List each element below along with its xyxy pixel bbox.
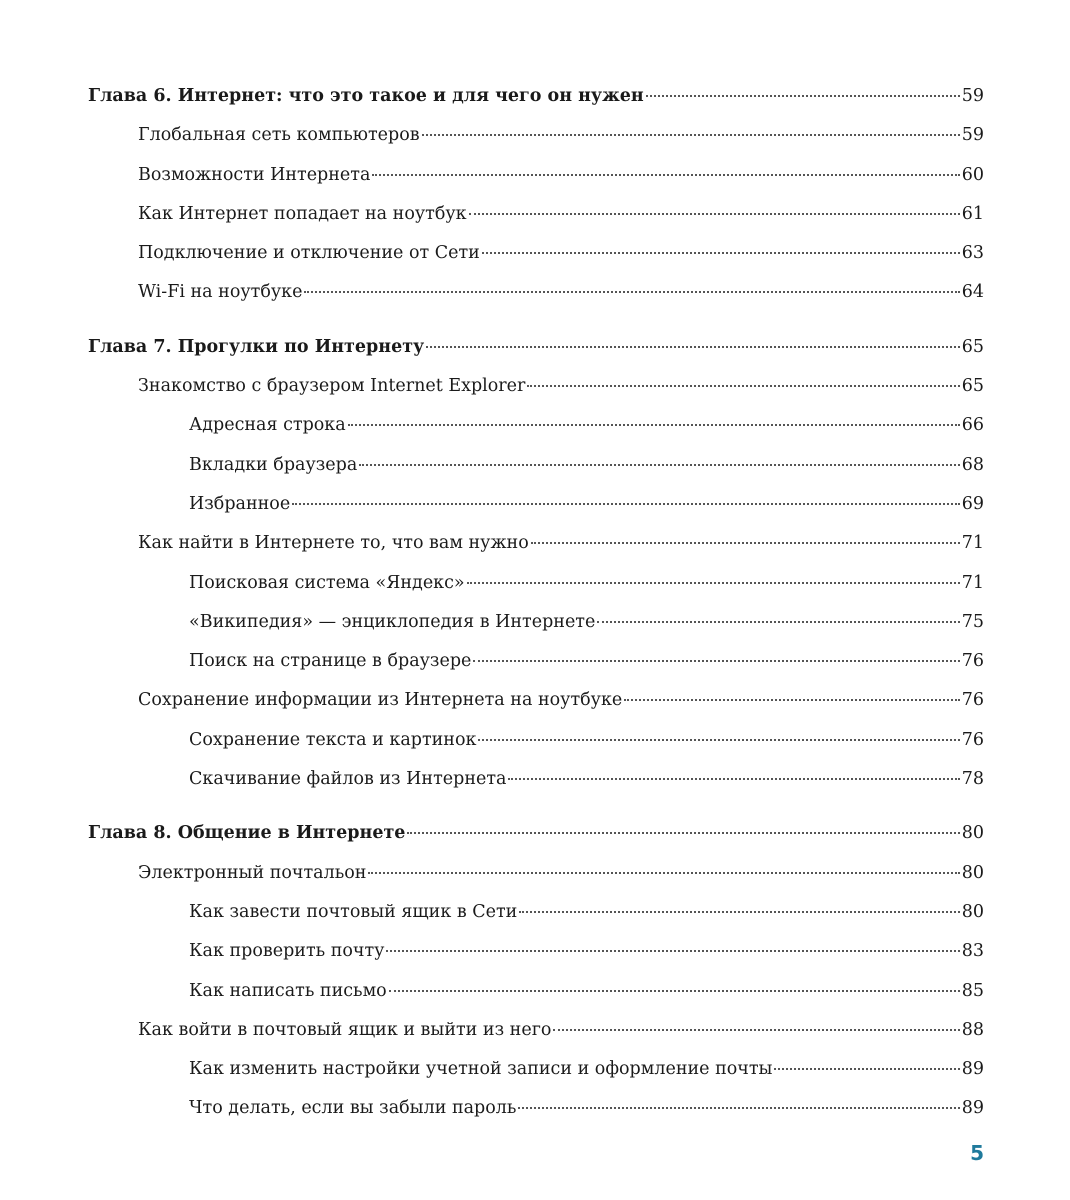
toc-page-number: 69 [961, 493, 984, 514]
toc-chapter-6 [88, 83, 984, 319]
dot-leader [292, 503, 960, 505]
toc-page-number: 65 [961, 376, 984, 397]
toc-entry-title: Что делать, если вы забыли пароль [189, 1098, 517, 1119]
toc-subsection [88, 609, 984, 648]
toc-page-number: 83 [961, 941, 984, 962]
toc-section [88, 201, 984, 240]
dot-leader [467, 582, 960, 584]
dot-leader [531, 542, 960, 544]
toc-page-number: 85 [961, 980, 984, 1001]
toc-entry-title: Поисковая система «Яндекс» [189, 572, 465, 593]
toc-page-number: 59 [961, 86, 984, 106]
toc-subsection [88, 938, 984, 977]
toc-page-number: 75 [961, 611, 984, 632]
toc-entry-title: Глава 8. Общение в Интернете [88, 823, 406, 844]
dot-leader [304, 291, 959, 293]
toc-entry-title: Адресная строка [189, 415, 346, 436]
toc-subsection [88, 1056, 984, 1095]
toc-subsection [88, 978, 984, 1017]
toc-subsection [88, 648, 984, 687]
toc-entry-title: Поиск на странице в браузере [189, 651, 472, 672]
toc-entry-title: Глава 6. Интернет: что это такое и для чего он нужен [88, 86, 644, 106]
toc-entry-title: Вкладки браузера [189, 454, 358, 475]
toc-entry-title: Как Интернет попадает на ноутбук [138, 203, 467, 224]
dot-leader [407, 832, 959, 834]
toc-page-number: 66 [961, 415, 984, 436]
toc-section [88, 1017, 984, 1056]
toc-subsection [88, 727, 984, 766]
toc-page-number: 71 [961, 533, 984, 554]
toc-page-number: 60 [961, 164, 984, 185]
toc-entry-title: Знакомство с браузером Internet Explorer [138, 376, 526, 397]
toc-subsection [88, 412, 984, 451]
toc-entry-title: Как написать письмо [189, 980, 387, 1001]
dot-leader [372, 174, 959, 176]
toc-entry-title: Как изменить настройки учетной записи и оформление почты [189, 1059, 773, 1080]
dot-leader [386, 950, 959, 952]
dot-leader [422, 134, 960, 136]
dot-leader [473, 660, 959, 662]
dot-leader [519, 911, 959, 913]
dot-leader [469, 213, 960, 215]
toc-section [88, 279, 984, 318]
toc-section [88, 687, 984, 726]
toc-section [88, 530, 984, 569]
toc-page-number: 76 [961, 690, 984, 711]
dot-leader [426, 346, 959, 348]
toc-entry-title: Возможности Интернета [138, 164, 371, 185]
dot-leader [389, 990, 960, 992]
toc-entry-title: Сохранение текста и картинок [189, 729, 477, 750]
toc-subsection [88, 570, 984, 609]
toc-entry-title: Электронный почтальон [138, 862, 367, 883]
toc-entry-title: Как завести почтовый ящик в Сети [189, 901, 518, 922]
toc-page-number: 76 [961, 651, 984, 672]
dot-leader [348, 424, 960, 426]
toc-page-number: 78 [961, 769, 984, 790]
toc-page-number: 80 [961, 823, 984, 844]
dot-leader [597, 621, 959, 623]
dot-leader [624, 699, 959, 701]
toc-entry-title: Как найти в Интернете то, что вам нужно [138, 533, 529, 554]
toc-page-number: 80 [961, 862, 984, 883]
toc-subsection [88, 452, 984, 491]
toc-page-number: 71 [961, 572, 984, 593]
toc-page-number: 63 [961, 243, 984, 264]
toc-chapter-heading [88, 83, 984, 122]
toc-entry-title: Как проверить почту [189, 941, 385, 962]
toc-chapter-8 [88, 820, 984, 1134]
page-number-folio: 5 [970, 1141, 984, 1165]
toc-subsection [88, 766, 984, 805]
dot-leader [527, 385, 959, 387]
toc-page-number: 76 [961, 729, 984, 750]
toc-entry-title: Избранное [189, 493, 291, 514]
dot-leader [774, 1068, 959, 1070]
dot-leader [368, 872, 959, 874]
dot-leader [508, 778, 959, 780]
toc-entry-title: Скачивание файлов из Интернета [189, 769, 507, 790]
toc-section [88, 240, 984, 279]
toc-page-number: 88 [961, 1019, 984, 1040]
toc-subsection [88, 1095, 984, 1134]
toc-page-number: 68 [961, 454, 984, 475]
toc-page-number: 59 [961, 125, 984, 146]
dot-leader [482, 252, 960, 254]
toc-subsection [88, 899, 984, 938]
toc-chapter-heading [88, 334, 984, 373]
toc-entry-title: Глобальная сеть компьютеров [138, 125, 420, 146]
dot-leader [478, 739, 959, 741]
toc-page-number: 65 [961, 336, 984, 357]
toc-section [88, 860, 984, 899]
toc-subsection [88, 491, 984, 530]
toc-page-number: 80 [961, 901, 984, 922]
toc-page-number: 64 [961, 282, 984, 303]
toc-entry-title: Сохранение информации из Интернета на ноутбуке [138, 690, 623, 711]
dot-leader [646, 95, 960, 97]
toc-section [88, 373, 984, 412]
dot-leader [553, 1029, 959, 1031]
toc-page-number: 89 [961, 1098, 984, 1119]
toc-entry-title: Глава 7. Прогулки по Интернету [88, 336, 425, 357]
toc-page-number: 89 [961, 1059, 984, 1080]
toc-chapter-heading [88, 820, 984, 859]
toc-entry-title: Wi-Fi на ноутбуке [138, 282, 303, 303]
toc-page-number: 61 [961, 203, 984, 224]
dot-leader [518, 1107, 959, 1109]
dot-leader [359, 464, 959, 466]
toc-chapter-7 [88, 334, 984, 806]
toc-section [88, 122, 984, 161]
toc-entry-title: Как войти в почтовый ящик и выйти из него [138, 1019, 552, 1040]
toc-entry-title: Подключение и отключение от Сети [138, 243, 480, 264]
toc-section [88, 162, 984, 201]
table-of-contents [88, 83, 984, 1150]
toc-entry-title: «Википедия» — энциклопедия в Интернете [189, 611, 596, 632]
